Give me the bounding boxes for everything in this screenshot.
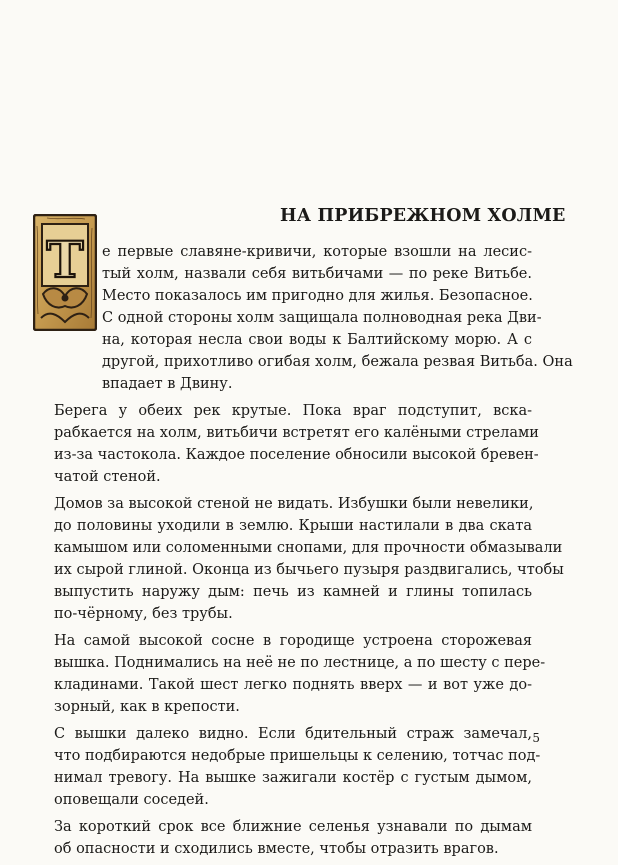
paragraph	[34, 493, 564, 625]
text-line: е первые славяне-кривичи, которые взошли на лесис-	[102, 244, 532, 260]
body-text	[34, 241, 573, 865]
text-line: что подбираются недобрые пришельцы к селению, тотчас под-	[54, 748, 541, 764]
text-line: камышом или соломенными снопами, для прочности обмазывали	[54, 540, 563, 556]
paragraph	[34, 630, 546, 718]
text-line: чатой стеной.	[54, 469, 161, 485]
paragraph	[34, 816, 532, 860]
text-line: по-чёрному, без трубы.	[54, 606, 233, 622]
paragraph	[34, 723, 541, 811]
text-line: другой, прихотливо огибая холм, бежала резвая Витьба. Она	[102, 354, 573, 370]
text-line: оповещали соседей.	[54, 792, 209, 808]
text-line: их сырой глиной. Оконца из бычьего пузыря раздвигались, чтобы	[54, 562, 564, 578]
text-line: впадает в Двину.	[102, 376, 233, 392]
text-line: из-за частокола. Каждое поселение обносили высокой бревен-	[54, 447, 539, 463]
text-line: С вышки далеко видно. Если бдительный страж замечал,	[54, 726, 532, 742]
text-line: Домов за высокой стеной не видать. Избушки были невелики,	[54, 496, 534, 512]
paragraph	[34, 400, 539, 488]
text-line: зорный, как в крепости.	[54, 699, 240, 715]
text-line: кладинами. Такой шест легко поднять вверх — и вот уже до-	[54, 677, 532, 693]
text-line: Берега у обеих рек крутые. Пока враг подступит, вска-	[54, 403, 532, 419]
text-line: об опасности и сходились вместе, чтобы отразить врагов.	[54, 841, 499, 857]
drop-cap-letter: Т	[46, 230, 84, 289]
text-line: рабкается на холм, витьбичи встретят его калёными стрелами	[54, 425, 539, 441]
paragraph	[34, 241, 573, 395]
text-line: вышка. Поднимались на неё не по лестнице, а по шесту с пере-	[54, 655, 546, 671]
text-line: на, которая несла свои воды к Балтийскому морю. А с	[102, 332, 532, 348]
page-number: 5	[532, 731, 540, 745]
text-line: На самой высокой сосне в городище устроена сторожевая	[54, 633, 532, 649]
text-line: нимал тревогу. На вышке зажигали костёр с густым дымом,	[54, 770, 532, 786]
text-line: С одной стороны холм защищала полноводная река Дви-	[102, 310, 542, 326]
text-line: тый холм, назвали себя витьбичами — по реке Витьбе.	[102, 266, 532, 282]
text-line: выпустить наружу дым: печь из камней и глины топилась	[54, 584, 532, 600]
text-line: За короткий срок все ближние селенья узнавали по дымам	[54, 819, 532, 835]
chapter-title: НА ПРИБРЕЖНОМ ХОЛМЕ	[280, 206, 566, 226]
text-line: Место показалось им пригодно для жилья. Безопасное.	[102, 288, 533, 304]
text-line: до половины уходили в землю. Крыши настилали в два ската	[54, 518, 532, 534]
